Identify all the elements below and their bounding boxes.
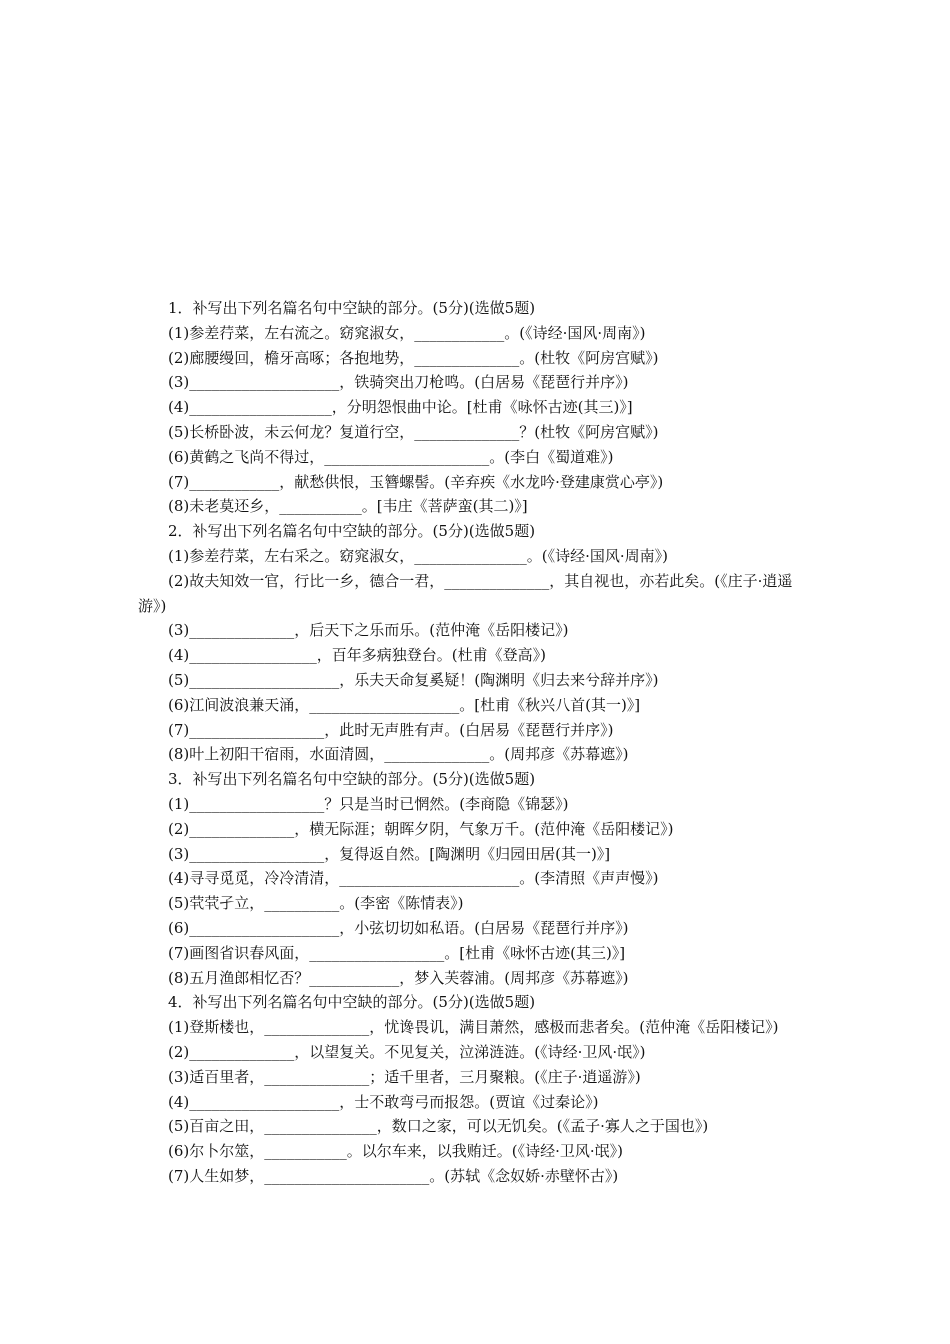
- question-item: (2)故夫知效一官，行比一乡，德合一君，______________，其自视也，亦若此矣。(《庄子·逍遥游》): [138, 571, 793, 615]
- section-4: [138, 990, 818, 1188]
- question-item: (5)百亩之田，_______________，数口之家，可以无饥矣。(《孟子·寡人之于国也》): [168, 1117, 709, 1136]
- question-item: (6)____________________，小弦切切如私语。(白居易《琵琶行并序》): [168, 918, 629, 937]
- section-heading: 4．补写出下列名篇名句中空缺的部分。(5分)(选做5题): [168, 993, 536, 1012]
- question-item: (1)参差荇菜，左右采之。窈窕淑女，_______________。(《诗经·国风·周南》): [168, 546, 668, 565]
- question-item: (5)茕茕孑立，__________。(李密《陈情表》): [168, 894, 464, 913]
- section-heading: 3．补写出下列名篇名句中空缺的部分。(5分)(选做5题): [168, 770, 536, 789]
- section-heading: 1．补写出下列名篇名句中空缺的部分。(5分)(选做5题): [168, 299, 536, 317]
- question-item: (2)______________，横无际涯；朝晖夕阴，气象万千。(范仲淹《岳阳楼记》): [168, 819, 674, 838]
- question-item: (4)寻寻觅觅，冷冷清清，________________________。(李清照《声声慢》): [168, 869, 659, 888]
- question-item: (5)____________________，乐夫天命复奚疑！(陶渊明《归去来兮辞并序》): [168, 670, 659, 689]
- question-item: (3)______________，后天下之乐而乐。(范仲淹《岳阳楼记》): [168, 621, 569, 640]
- section-1: [138, 296, 818, 519]
- question-item: (4)___________________，分明怨恨曲中论。[杜甫《咏怀古迹(其三)》]: [168, 398, 633, 417]
- question-item: (5)长桥卧波，未云何龙？复道行空，______________？(杜牧《阿房宫赋》): [168, 422, 659, 441]
- exercise-page: [138, 296, 818, 1189]
- question-item: (1)__________________？只是当时已惘然。(李商隐《锦瑟》): [168, 794, 569, 813]
- question-item: (3)____________________，铁骑突出刀枪鸣。(白居易《琵琶行并序》): [168, 373, 629, 392]
- question-item: (2)______________，以望复关。不见复关，泣涕涟涟。(《诗经·卫风·氓》): [168, 1042, 646, 1061]
- question-item: (2)廊腰缦回，檐牙高啄；各抱地势，______________。(杜牧《阿房宫赋》): [168, 348, 659, 367]
- question-item: (8)叶上初阳干宿雨，水面清圆，______________。(周邦彦《苏幕遮》): [168, 745, 629, 764]
- section-3: [138, 767, 818, 990]
- question-item: (7)____________，献愁供恨，玉簪螺髻。(辛弃疾《水龙吟·登建康赏心亭》): [168, 472, 664, 491]
- question-item: (1)参差荇菜，左右流之。窈窕淑女，____________。(《诗经·国风·周南》): [168, 323, 646, 342]
- question-item: (8)未老莫还乡，___________。[韦庄《菩萨蛮(其二)》]: [168, 497, 528, 516]
- question-item: (8)五月渔郎相忆否？____________，梦入芙蓉浦。(周邦彦《苏幕遮》): [168, 968, 629, 987]
- question-item: (7)人生如梦，______________________。(苏轼《念奴娇·赤壁怀古》): [168, 1166, 619, 1185]
- question-item: (3)适百里者，______________；适千里者，三月聚粮。(《庄子·逍遥游》): [168, 1067, 641, 1086]
- question-item: (4)____________________，士不敢弯弓而报怨。(贾谊《过秦论》): [168, 1092, 599, 1111]
- question-item: (6)江间波浪兼天涌，____________________。[杜甫《秋兴八首(其一)》]: [168, 695, 641, 714]
- question-item: (6)黄鹤之飞尚不得过，______________________。(李白《蜀道难》): [168, 447, 614, 466]
- question-item: (4)_________________，百年多病独登台。(杜甫《登高》): [168, 646, 546, 665]
- question-item: (7)__________________，此时无声胜有声。(白居易《琵琶行并序》): [168, 720, 614, 739]
- section-2: [138, 519, 818, 767]
- question-item: (3)__________________，复得返自然。[陶渊明《归园田居(其一)》]: [168, 844, 611, 863]
- question-item: (7)画图省识春风面，__________________。[杜甫《咏怀古迹(其三)》]: [168, 943, 626, 962]
- question-item: (6)尔卜尔筮，___________。以尔车来，以我贿迁。(《诗经·卫风·氓》): [168, 1142, 623, 1161]
- question-item: (1)登斯楼也，______________，忧谗畏讥，满目萧然，感极而悲者矣。(范仲淹《岳阳楼记》): [168, 1018, 779, 1037]
- section-heading: 2．补写出下列名篇名句中空缺的部分。(5分)(选做5题): [168, 522, 536, 541]
